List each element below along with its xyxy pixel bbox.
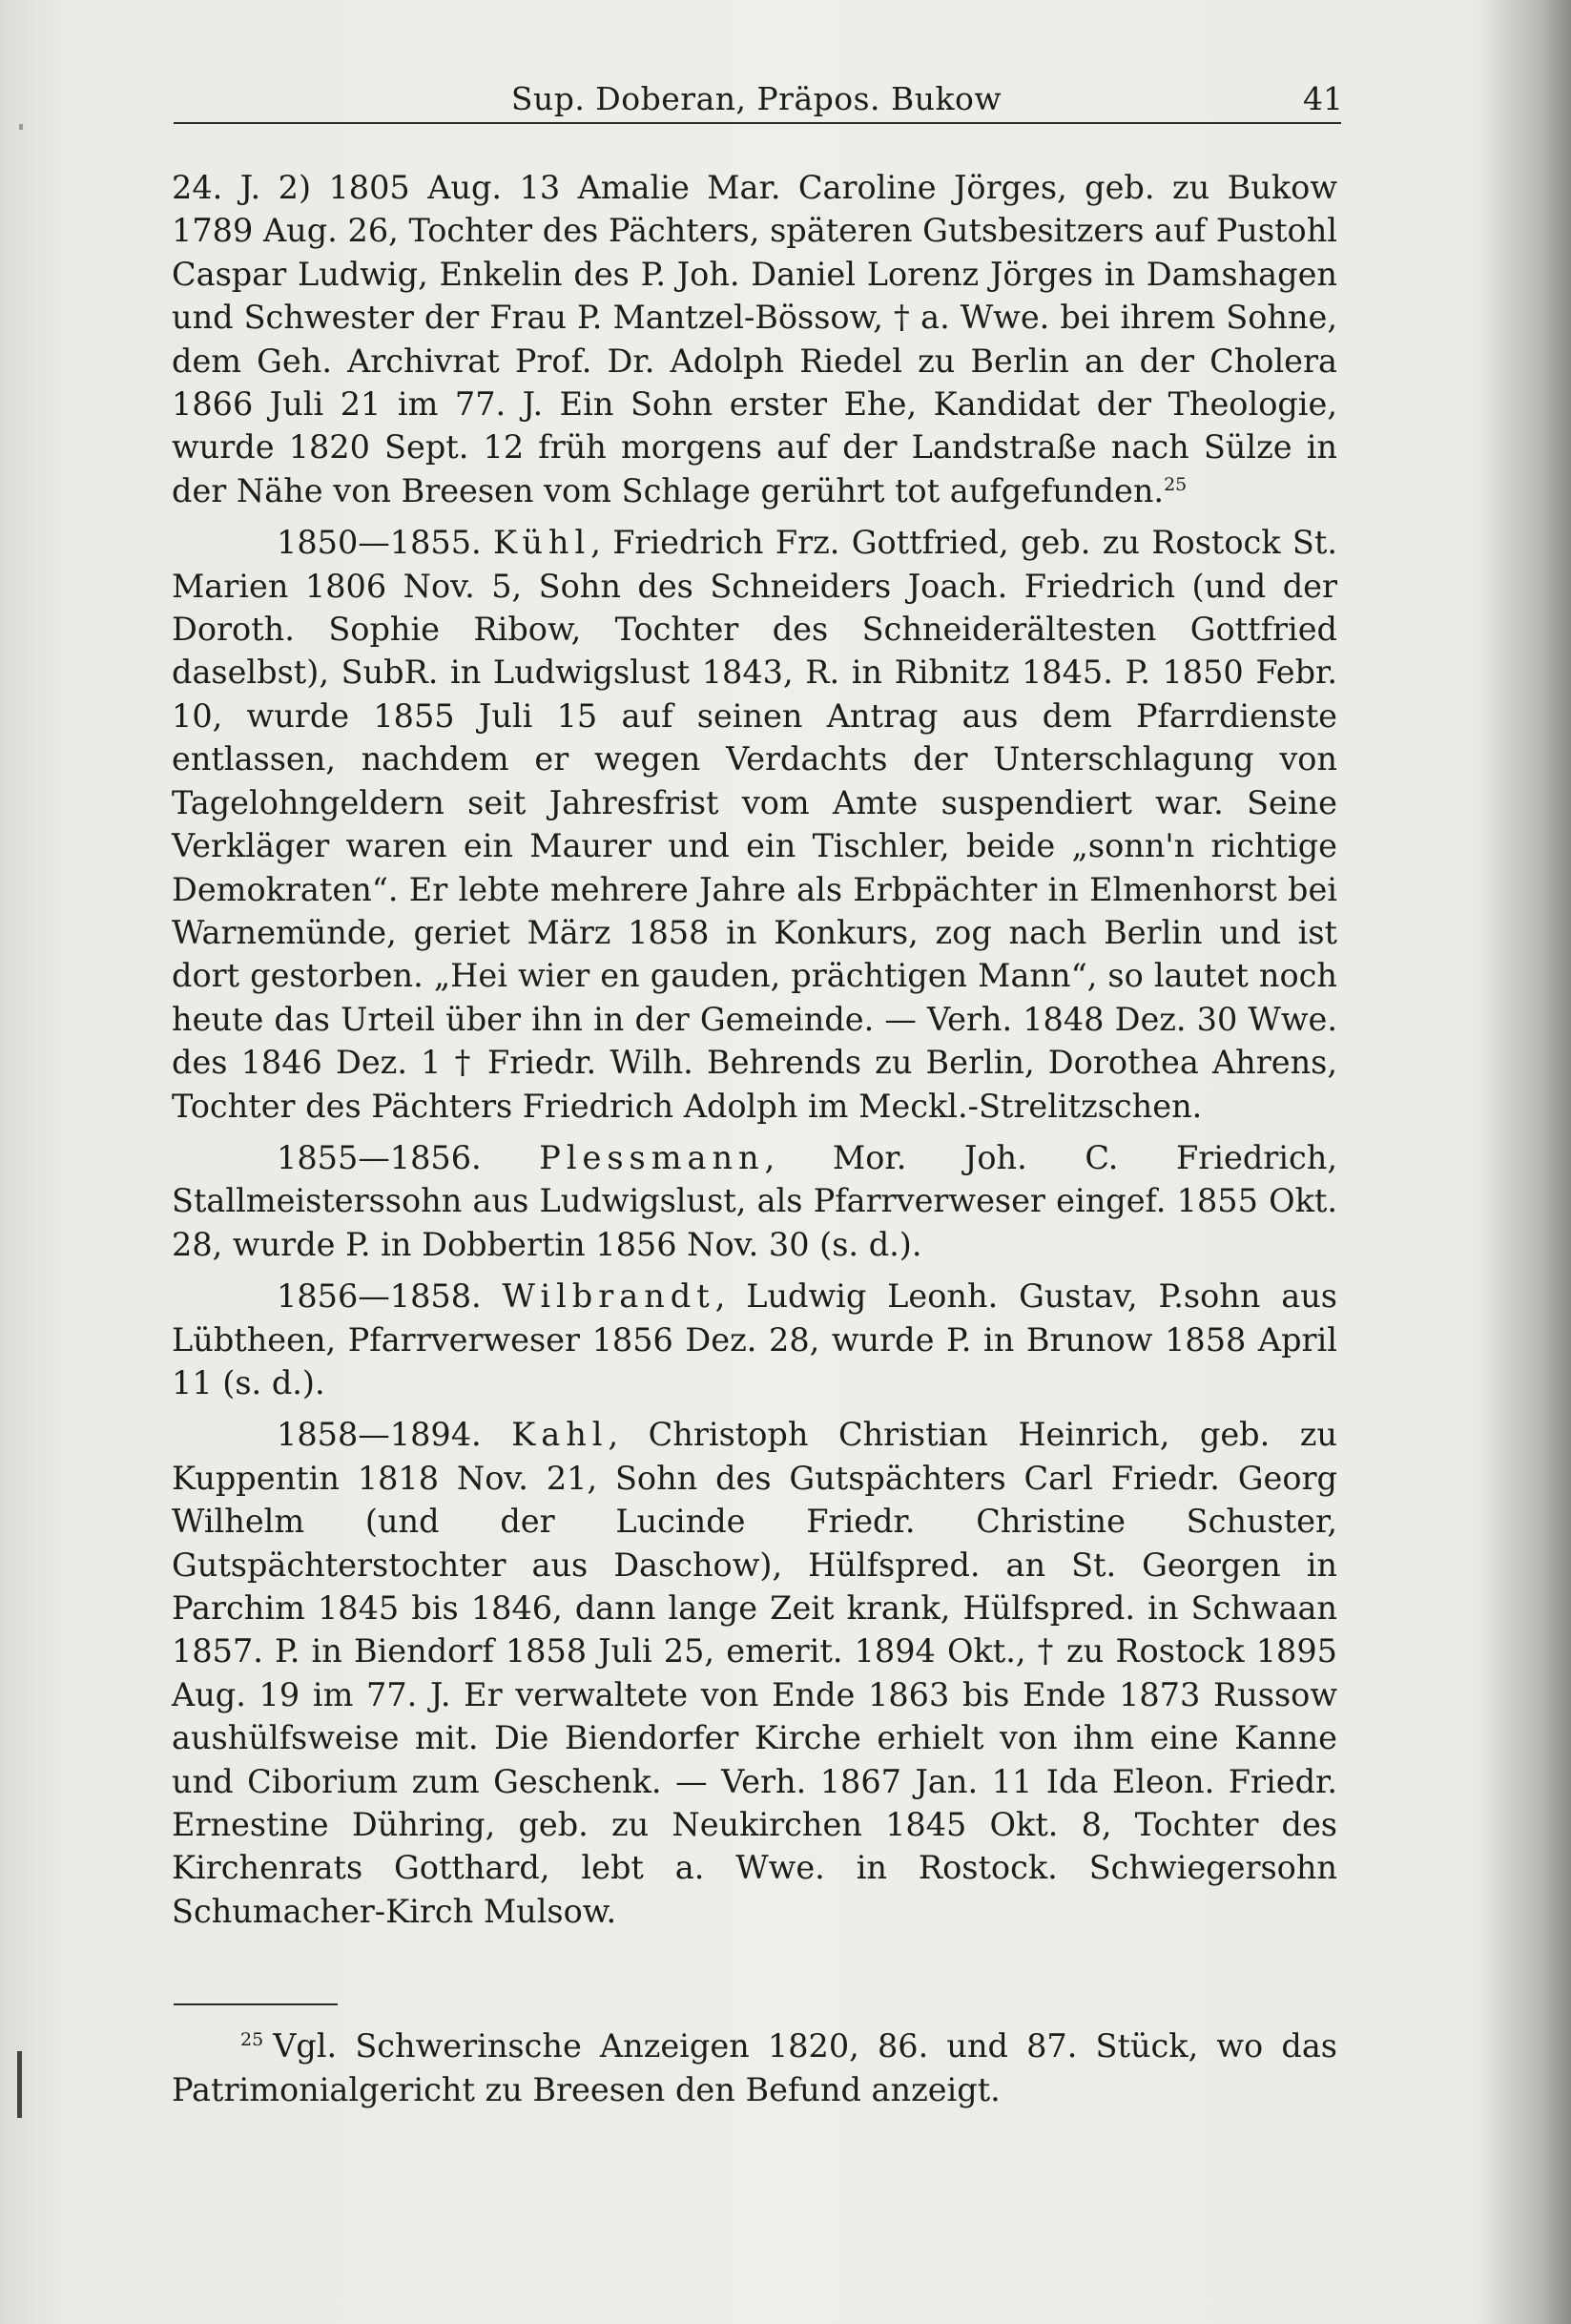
entry-kahl [172, 1413, 1337, 1933]
entry-years: 1858—1894. [277, 1416, 482, 1454]
entry-years: 1855—1856. [277, 1138, 482, 1176]
running-head: Sup. Doberan, Präpos. Bukow [510, 80, 1003, 117]
entry-text: , Friedrich Frz. Gottfried, geb. zu Rostock St. Marien 1806 Nov. 5, Sohn des Schneiders Joach. Friedrich (und der Doroth. Sophie Ribow, Tochter des Schneiderältesten Gottfried daselbst), SubR. in Ludwigslust 1843, R. in Ribnitz 1845. P. 1850 Febr. 10, wurde 1855 Juli 15 auf seinen Antrag aus dem Pfarrdienste entlassen, nachdem er wegen Verdachts der Unterschlagung von Tagelohngeldern seit Jahresfrist vom Amte suspendiert war. Seine Verkläger waren ein Maurer und ein Tischler, beide „sonn'n richtige Demokraten“. Er lebte mehrere Jahre als Erbpächter in Elmenhorst bei Warnemünde, geriet März 1858 in Konkurs, zog nach Berlin und ist dort gestorben. „Hei wier en gauden, prächtigen Mann“, so lautet noch heute das Urteil über ihn in der Gemeinde. — Verh. 1848 Dez. 30 Wwe. des 1846 Dez. 1 † Friedr. Wilh. Behrends zu Berlin, Dorothea Ahrens, Tochter des Pächters Friedrich Adolph im Meckl.-Strelitzschen. [172, 524, 1337, 1125]
body-text [172, 166, 1337, 1941]
entry-name: Kühl [493, 524, 591, 562]
entry-years: 1850—1855. [277, 524, 482, 562]
footnote [172, 2024, 1337, 2112]
entry-text: , Mor. Joh. C. Friedrich, Stallmeisterssohn aus Ludwigslust, als Pfarrverweser eingef. 1855 Okt. 28, wurde P. in Dobbertin 1856 Nov. 30 (s. d.). [172, 1138, 1338, 1263]
entry-name: Kahl [511, 1416, 609, 1454]
entry-kuehl [172, 521, 1337, 1128]
footnote-mark: 25 [240, 2028, 264, 2050]
footnote-reference: 25 [1164, 473, 1188, 495]
entry-wilbrandt [172, 1275, 1337, 1404]
entry-years: 1856—1858. [277, 1277, 482, 1316]
footnote-rule [174, 2003, 338, 2005]
paragraph-text: 24. J. 2) 1805 Aug. 13 Amalie Mar. Caroline Jörges, geb. zu Bukow 1789 Aug. 26, Tochter des Pächters, späteren Gutsbesitzers auf Pustohl Caspar Ludwig, Enkelin des P. Joh. Daniel Lorenz Jörges in Damshagen und Schwester der Frau P. Mantzel-Bössow, † a. Wwe. bei ihrem Sohne, dem Geh. Archivrat Prof. Dr. Adolph Riedel zu Berlin an der Cholera 1866 Juli 21 im 77. J. Ein Sohn erster Ehe, Kandidat der Theologie, wurde 1820 Sept. 12 früh morgens auf der Landstraße nach Sülze in der Nähe von Breesen vom Schlage gerührt tot aufgefunden. [172, 169, 1337, 509]
scan-speck [19, 124, 23, 130]
entry-name: Wilbrandt [502, 1277, 715, 1316]
paragraph-continuation [172, 166, 1337, 512]
page-header [170, 80, 1343, 118]
entry-name: Plessmann [539, 1138, 765, 1176]
entry-text: , Ludwig Leonh. Gustav, P.sohn aus Lübtheen, Pfarrverweser 1856 Dez. 28, wurde P. in Brunow 1858 April 11 (s. d.). [172, 1277, 1337, 1401]
entry-text: , Christoph Christian Heinrich, geb. zu Kuppentin 1818 Nov. 21, Sohn des Gutspächters Carl Friedr. Georg Wilhelm (und der Lucinde Friedr. Christine Schuster, Gutspächterstochter aus Daschow), Hülfspred. an St. Georgen in Parchim 1845 bis 1846, dann lange Zeit krank, Hülfspred. in Schwaan 1857. P. in Biendorf 1858 Juli 25, emerit. 1894 Okt., † zu Rostock 1895 Aug. 19 im 77. J. Er verwaltete von Ende 1863 bis Ende 1873 Russow aushülfsweise mit. Die Biendorfer Kirche erhielt von ihm eine Kanne und Ciborium zum Geschenk. — Verh. 1867 Jan. 11 Ida Eleon. Friedr. Ernestine Dühring, geb. zu Neukirchen 1845 Okt. 8, Tochter des Kirchenrats Gotthard, lebt a. Wwe. in Rostock. Schwiegersohn Schumacher-Kirch Mulsow. [172, 1416, 1338, 1930]
entry-plessmann [172, 1136, 1337, 1266]
scan-speck [17, 2051, 22, 2118]
header-rule [174, 122, 1341, 124]
page-number: 41 [1303, 80, 1343, 117]
footnote-text: Vgl. Schwerinsche Anzeigen 1820, 86. und 87. Stück, wo das Patrimonialgericht zu Breesen den Befund anzeigt. [172, 2027, 1337, 2108]
